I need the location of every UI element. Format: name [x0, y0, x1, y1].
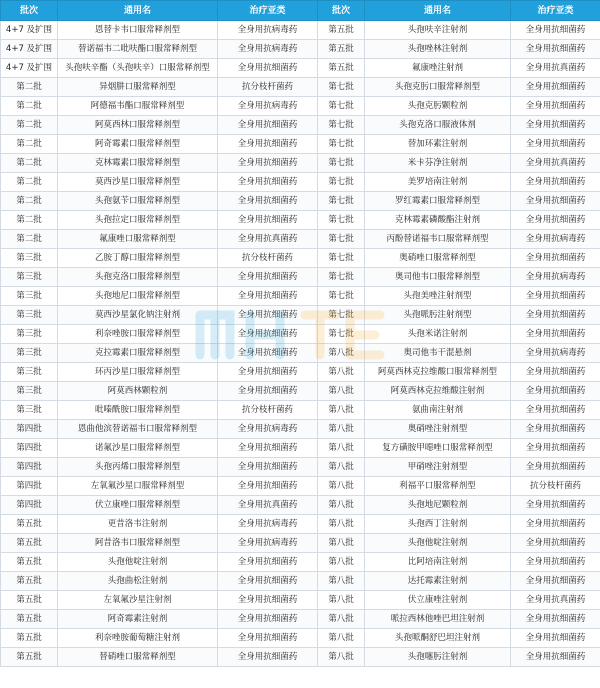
cell-generic-name-left: 头孢克洛口服常释剂型 — [58, 268, 218, 287]
cell-subclass-right: 全身用抗病毒药 — [511, 268, 600, 287]
cell-batch-right: 第八批 — [318, 401, 365, 420]
cell-batch-left: 第二批 — [1, 211, 58, 230]
cell-generic-name-right: 头孢地尼颗粒剂 — [365, 496, 511, 515]
cell-batch-right: 第七批 — [318, 78, 365, 97]
header-batch-right: 批次 — [318, 1, 365, 21]
cell-batch-right: 第八批 — [318, 648, 365, 667]
cell-batch-left: 第二批 — [1, 192, 58, 211]
cell-generic-name-right: 达托霉素注射剂 — [365, 572, 511, 591]
cell-generic-name-right: 美罗培南注射剂 — [365, 173, 511, 192]
table-row — [1, 496, 600, 515]
cell-generic-name-right: 甲硝唑注射剂型 — [365, 458, 511, 477]
table-row — [1, 534, 600, 553]
cell-subclass-left: 全身用抗病毒药 — [218, 515, 318, 534]
table-row — [1, 439, 600, 458]
cell-subclass-right: 全身用抗细菌药 — [511, 648, 600, 667]
cell-subclass-right: 全身用抗细菌药 — [511, 287, 600, 306]
table-row — [1, 553, 600, 572]
cell-batch-right: 第七批 — [318, 230, 365, 249]
cell-generic-name-left: 头孢呋辛酯（头孢呋辛）口服常释剂型 — [58, 59, 218, 78]
cell-generic-name-left: 诺氟沙星口服常释剂型 — [58, 439, 218, 458]
cell-generic-name-right: 阿莫西林克拉维酸口服常释剂型 — [365, 363, 511, 382]
cell-subclass-left: 全身用抗细菌药 — [218, 306, 318, 325]
cell-batch-right: 第五批 — [318, 40, 365, 59]
cell-subclass-left: 全身用抗细菌药 — [218, 382, 318, 401]
cell-batch-left: 第五批 — [1, 648, 58, 667]
cell-generic-name-left: 阿昔洛韦口服常释剂型 — [58, 534, 218, 553]
cell-subclass-right: 全身用抗细菌药 — [511, 382, 600, 401]
cell-subclass-right: 全身用抗真菌药 — [511, 591, 600, 610]
cell-subclass-right: 全身用抗细菌药 — [511, 116, 600, 135]
cell-batch-right: 第七批 — [318, 173, 365, 192]
cell-subclass-left: 抗分枝杆菌药 — [218, 78, 318, 97]
cell-generic-name-right: 伏立康唑注射剂 — [365, 591, 511, 610]
cell-batch-right: 第七批 — [318, 211, 365, 230]
cell-batch-right: 第七批 — [318, 249, 365, 268]
cell-subclass-right: 全身用抗细菌药 — [511, 363, 600, 382]
cell-batch-left: 第四批 — [1, 439, 58, 458]
cell-batch-left: 第五批 — [1, 515, 58, 534]
cell-subclass-left: 全身用抗细菌药 — [218, 458, 318, 477]
cell-generic-name-left: 阿莫西林口服常释剂型 — [58, 116, 218, 135]
cell-batch-left: 第五批 — [1, 610, 58, 629]
cell-batch-left: 第二批 — [1, 230, 58, 249]
cell-batch-right: 第八批 — [318, 496, 365, 515]
cell-subclass-left: 全身用抗真菌药 — [218, 496, 318, 515]
cell-batch-right: 第八批 — [318, 610, 365, 629]
cell-subclass-left: 全身用抗细菌药 — [218, 59, 318, 78]
table-row — [1, 97, 600, 116]
cell-batch-left: 第四批 — [1, 477, 58, 496]
cell-subclass-right: 全身用抗细菌药 — [511, 439, 600, 458]
cell-subclass-left: 全身用抗细菌药 — [218, 477, 318, 496]
cell-batch-right: 第八批 — [318, 515, 365, 534]
cell-generic-name-right: 复方磺胺甲噁唑口服常释剂型 — [365, 439, 511, 458]
cell-generic-name-right: 头孢美唑注射剂型 — [365, 287, 511, 306]
table-row — [1, 363, 600, 382]
cell-subclass-right: 全身用抗细菌药 — [511, 21, 600, 40]
cell-batch-left: 第五批 — [1, 572, 58, 591]
cell-generic-name-right: 米卡芬净注射剂 — [365, 154, 511, 173]
table-body — [1, 21, 600, 667]
cell-batch-right: 第五批 — [318, 59, 365, 78]
table-row — [1, 268, 600, 287]
table-row — [1, 382, 600, 401]
cell-subclass-left: 全身用抗细菌药 — [218, 439, 318, 458]
header-batch-left: 批次 — [1, 1, 58, 21]
cell-subclass-left: 全身用抗真菌药 — [218, 230, 318, 249]
cell-subclass-left: 全身用抗细菌药 — [218, 192, 318, 211]
cell-batch-right: 第八批 — [318, 420, 365, 439]
cell-subclass-right: 全身用抗细菌药 — [511, 78, 600, 97]
cell-batch-left: 第二批 — [1, 78, 58, 97]
cell-subclass-right: 全身用抗细菌药 — [511, 97, 600, 116]
table-row — [1, 401, 600, 420]
cell-subclass-left: 全身用抗细菌药 — [218, 629, 318, 648]
cell-subclass-right: 全身用抗细菌药 — [511, 610, 600, 629]
table-row — [1, 249, 600, 268]
table-row — [1, 610, 600, 629]
table-row — [1, 21, 600, 40]
cell-batch-left: 第三批 — [1, 344, 58, 363]
cell-subclass-left: 全身用抗细菌药 — [218, 173, 318, 192]
cell-generic-name-right: 头孢西丁注射剂 — [365, 515, 511, 534]
cell-batch-left: 第三批 — [1, 249, 58, 268]
cell-generic-name-left: 阿奇霉素口服常释剂型 — [58, 135, 218, 154]
cell-subclass-left: 全身用抗细菌药 — [218, 154, 318, 173]
cell-generic-name-left: 莫西沙星氯化钠注射剂 — [58, 306, 218, 325]
cell-subclass-right: 全身用抗细菌药 — [511, 135, 600, 154]
cell-subclass-left: 全身用抗细菌药 — [218, 116, 318, 135]
cell-generic-name-left: 乙胺丁醇口服常释剂型 — [58, 249, 218, 268]
cell-generic-name-left: 阿莫西林颗粒剂 — [58, 382, 218, 401]
cell-generic-name-left: 环丙沙星口服常释剂型 — [58, 363, 218, 382]
cell-generic-name-right: 头孢米诺注射剂 — [365, 325, 511, 344]
cell-generic-name-right: 替加环素注射剂 — [365, 135, 511, 154]
cell-subclass-left: 全身用抗病毒药 — [218, 97, 318, 116]
cell-batch-left: 第三批 — [1, 306, 58, 325]
cell-batch-left: 第三批 — [1, 401, 58, 420]
table-row — [1, 154, 600, 173]
cell-generic-name-right: 奥司他韦口服常释剂型 — [365, 268, 511, 287]
cell-generic-name-right: 克林霉素磷酸酯注射剂 — [365, 211, 511, 230]
cell-subclass-left: 全身用抗病毒药 — [218, 534, 318, 553]
cell-batch-left: 第二批 — [1, 135, 58, 154]
cell-subclass-left: 全身用抗细菌药 — [218, 591, 318, 610]
cell-subclass-right: 全身用抗细菌药 — [511, 515, 600, 534]
header-subclass-left: 治疗亚类 — [218, 1, 318, 21]
table-row — [1, 230, 600, 249]
table-row — [1, 325, 600, 344]
cell-generic-name-left: 头孢氨苄口服常释剂型 — [58, 192, 218, 211]
cell-subclass-right: 全身用抗真菌药 — [511, 154, 600, 173]
cell-batch-left: 第五批 — [1, 553, 58, 572]
cell-batch-right: 第五批 — [318, 21, 365, 40]
cell-batch-right: 第七批 — [318, 116, 365, 135]
cell-batch-left: 第三批 — [1, 325, 58, 344]
cell-generic-name-right: 阿莫西林克拉维酸注射剂 — [365, 382, 511, 401]
cell-subclass-right: 全身用抗细菌药 — [511, 420, 600, 439]
cell-generic-name-right: 氟康唑注射剂 — [365, 59, 511, 78]
cell-generic-name-right: 头孢他啶注射剂 — [365, 534, 511, 553]
cell-generic-name-left: 替诺福韦二吡呋酯口服常释剂型 — [58, 40, 218, 59]
cell-batch-left: 第二批 — [1, 154, 58, 173]
cell-subclass-left: 全身用抗细菌药 — [218, 135, 318, 154]
cell-batch-left: 第四批 — [1, 420, 58, 439]
cell-generic-name-right: 奥硝唑口服常释剂型 — [365, 249, 511, 268]
cell-subclass-left: 全身用抗细菌药 — [218, 648, 318, 667]
cell-subclass-left: 抗分枝杆菌药 — [218, 401, 318, 420]
cell-subclass-right: 抗分枝杆菌药 — [511, 477, 600, 496]
cell-generic-name-left: 头孢地尼口服常释剂型 — [58, 287, 218, 306]
cell-generic-name-right: 比阿培南注射剂 — [365, 553, 511, 572]
table-row — [1, 173, 600, 192]
cell-subclass-right: 全身用抗细菌药 — [511, 306, 600, 325]
cell-generic-name-right: 头孢哌肟注射剂型 — [365, 306, 511, 325]
cell-subclass-right: 全身用抗细菌药 — [511, 629, 600, 648]
cell-generic-name-left: 替硝唑口服常释剂型 — [58, 648, 218, 667]
cell-batch-right: 第八批 — [318, 344, 365, 363]
cell-generic-name-right: 头孢唑林注射剂 — [365, 40, 511, 59]
cell-subclass-right: 全身用抗细菌药 — [511, 572, 600, 591]
cell-subclass-left: 全身用抗病毒药 — [218, 40, 318, 59]
cell-batch-right: 第七批 — [318, 154, 365, 173]
cell-subclass-right: 全身用抗细菌药 — [511, 192, 600, 211]
cell-batch-left: 4+7 及扩围 — [1, 59, 58, 78]
cell-batch-right: 第八批 — [318, 553, 365, 572]
cell-subclass-right: 全身用抗真菌药 — [511, 59, 600, 78]
cell-subclass-left: 全身用抗细菌药 — [218, 572, 318, 591]
cell-subclass-left: 全身用抗细菌药 — [218, 610, 318, 629]
cell-batch-right: 第八批 — [318, 572, 365, 591]
cell-generic-name-left: 左氧氟沙星口服常释剂型 — [58, 477, 218, 496]
table-row — [1, 135, 600, 154]
cell-generic-name-right: 头孢克洛口服液体剂 — [365, 116, 511, 135]
table-row — [1, 572, 600, 591]
cell-subclass-left: 全身用抗细菌药 — [218, 363, 318, 382]
table-row — [1, 287, 600, 306]
cell-subclass-left: 全身用抗细菌药 — [218, 211, 318, 230]
cell-generic-name-left: 吡嗪酰胺口服常释剂型 — [58, 401, 218, 420]
cell-generic-name-left: 恩曲他滨替诺福韦口服常释剂型 — [58, 420, 218, 439]
cell-subclass-left: 全身用抗细菌药 — [218, 553, 318, 572]
table-row — [1, 59, 600, 78]
cell-generic-name-right: 丙酚替诺福韦口服常释剂型 — [365, 230, 511, 249]
cell-batch-right: 第七批 — [318, 306, 365, 325]
cell-generic-name-left: 头孢丙烯口服常释剂型 — [58, 458, 218, 477]
cell-subclass-right: 全身用抗细菌药 — [511, 458, 600, 477]
cell-generic-name-left: 氟康唑口服常释剂型 — [58, 230, 218, 249]
cell-batch-left: 第三批 — [1, 382, 58, 401]
table-row — [1, 211, 600, 230]
cell-subclass-left: 全身用抗细菌药 — [218, 268, 318, 287]
cell-batch-right: 第七批 — [318, 97, 365, 116]
cell-generic-name-right: 头孢呋辛注射剂 — [365, 21, 511, 40]
cell-generic-name-left: 头孢他啶注射剂 — [58, 553, 218, 572]
cell-batch-right: 第七批 — [318, 325, 365, 344]
cell-subclass-right: 全身用抗病毒药 — [511, 344, 600, 363]
cell-subclass-right: 全身用抗细菌药 — [511, 401, 600, 420]
table-row — [1, 116, 600, 135]
table-row — [1, 192, 600, 211]
cell-subclass-right: 全身用抗细菌药 — [511, 534, 600, 553]
cell-subclass-right: 全身用抗细菌药 — [511, 325, 600, 344]
cell-subclass-right: 全身用抗细菌药 — [511, 173, 600, 192]
cell-generic-name-left: 异烟肼口服常释剂型 — [58, 78, 218, 97]
table-row — [1, 458, 600, 477]
table-row — [1, 306, 600, 325]
table-row — [1, 591, 600, 610]
cell-batch-right: 第八批 — [318, 591, 365, 610]
cell-subclass-left: 全身用抗细菌药 — [218, 325, 318, 344]
cell-generic-name-left: 伏立康唑口服常释剂型 — [58, 496, 218, 515]
table-header — [1, 1, 600, 21]
cell-generic-name-right: 头孢克肟颗粒剂 — [365, 97, 511, 116]
cell-generic-name-left: 更昔洛韦注射剂 — [58, 515, 218, 534]
cell-subclass-right: 全身用抗细菌药 — [511, 553, 600, 572]
cell-generic-name-left: 莫西沙星口服常释剂型 — [58, 173, 218, 192]
table-row — [1, 40, 600, 59]
cell-generic-name-right: 奥硝唑注射剂型 — [365, 420, 511, 439]
table-row — [1, 344, 600, 363]
cell-subclass-left: 全身用抗细菌药 — [218, 287, 318, 306]
cell-batch-left: 4+7 及扩围 — [1, 21, 58, 40]
cell-batch-left: 第四批 — [1, 496, 58, 515]
cell-generic-name-right: 罗红霉素口服常释剂型 — [365, 192, 511, 211]
cell-subclass-right: 全身用抗细菌药 — [511, 40, 600, 59]
cell-batch-left: 第五批 — [1, 629, 58, 648]
cell-subclass-right: 全身用抗细菌药 — [511, 211, 600, 230]
table-row — [1, 648, 600, 667]
cell-batch-right: 第七批 — [318, 192, 365, 211]
cell-generic-name-left: 头孢曲松注射剂 — [58, 572, 218, 591]
table-row — [1, 515, 600, 534]
cell-subclass-right: 全身用抗细菌药 — [511, 249, 600, 268]
cell-subclass-left: 全身用抗病毒药 — [218, 420, 318, 439]
cell-generic-name-left: 阿德福韦酯口服常释剂型 — [58, 97, 218, 116]
cell-batch-left: 4+7 及扩围 — [1, 40, 58, 59]
cell-batch-left: 第二批 — [1, 173, 58, 192]
cell-generic-name-left: 克拉霉素口服常释剂型 — [58, 344, 218, 363]
cell-generic-name-left: 头孢拉定口服常释剂型 — [58, 211, 218, 230]
cell-generic-name-left: 克林霉素口服常释剂型 — [58, 154, 218, 173]
table-row — [1, 629, 600, 648]
cell-batch-right: 第七批 — [318, 287, 365, 306]
cell-subclass-right: 全身用抗病毒药 — [511, 230, 600, 249]
cell-batch-left: 第四批 — [1, 458, 58, 477]
cell-generic-name-right: 利福平口服常释剂型 — [365, 477, 511, 496]
cell-batch-left: 第五批 — [1, 591, 58, 610]
header-generic-name-right: 通用名 — [365, 1, 511, 21]
table-row — [1, 78, 600, 97]
cell-batch-right: 第八批 — [318, 477, 365, 496]
cell-generic-name-left: 利奈唑胺葡萄糖注射剂 — [58, 629, 218, 648]
cell-generic-name-left: 利奈唑胺口服常释剂型 — [58, 325, 218, 344]
cell-batch-right: 第八批 — [318, 534, 365, 553]
cell-batch-right: 第七批 — [318, 135, 365, 154]
header-subclass-right: 治疗亚类 — [511, 1, 600, 21]
cell-batch-right: 第八批 — [318, 439, 365, 458]
cell-batch-right: 第八批 — [318, 458, 365, 477]
cell-batch-left: 第三批 — [1, 363, 58, 382]
cell-generic-name-left: 恩替卡韦口服常释剂型 — [58, 21, 218, 40]
cell-batch-right: 第七批 — [318, 268, 365, 287]
cell-subclass-right: 全身用抗细菌药 — [511, 496, 600, 515]
cell-batch-left: 第二批 — [1, 97, 58, 116]
cell-batch-left: 第三批 — [1, 287, 58, 306]
cell-generic-name-right: 氨曲南注射剂 — [365, 401, 511, 420]
cell-subclass-left: 全身用抗细菌药 — [218, 344, 318, 363]
cell-generic-name-right: 头孢克肟口服常释剂型 — [365, 78, 511, 97]
cell-batch-left: 第三批 — [1, 268, 58, 287]
cell-batch-left: 第二批 — [1, 116, 58, 135]
cell-batch-right: 第八批 — [318, 382, 365, 401]
cell-subclass-left: 全身用抗病毒药 — [218, 21, 318, 40]
cell-batch-right: 第八批 — [318, 629, 365, 648]
cell-generic-name-right: 哌拉西林他唑巴坦注射剂 — [365, 610, 511, 629]
cell-generic-name-right: 头孢噻肟注射剂 — [365, 648, 511, 667]
table-row — [1, 420, 600, 439]
cell-subclass-left: 抗分枝杆菌药 — [218, 249, 318, 268]
cell-batch-right: 第八批 — [318, 363, 365, 382]
cell-generic-name-right: 头孢哌酮舒巴坦注射剂 — [365, 629, 511, 648]
header-row — [1, 1, 600, 21]
cell-batch-left: 第五批 — [1, 534, 58, 553]
table-row — [1, 477, 600, 496]
cell-generic-name-left: 阿奇霉素注射剂 — [58, 610, 218, 629]
cell-generic-name-right: 奥司他韦干混悬剂 — [365, 344, 511, 363]
cell-generic-name-left: 左氧氟沙星注射剂 — [58, 591, 218, 610]
header-generic-name-left: 通用名 — [58, 1, 218, 21]
